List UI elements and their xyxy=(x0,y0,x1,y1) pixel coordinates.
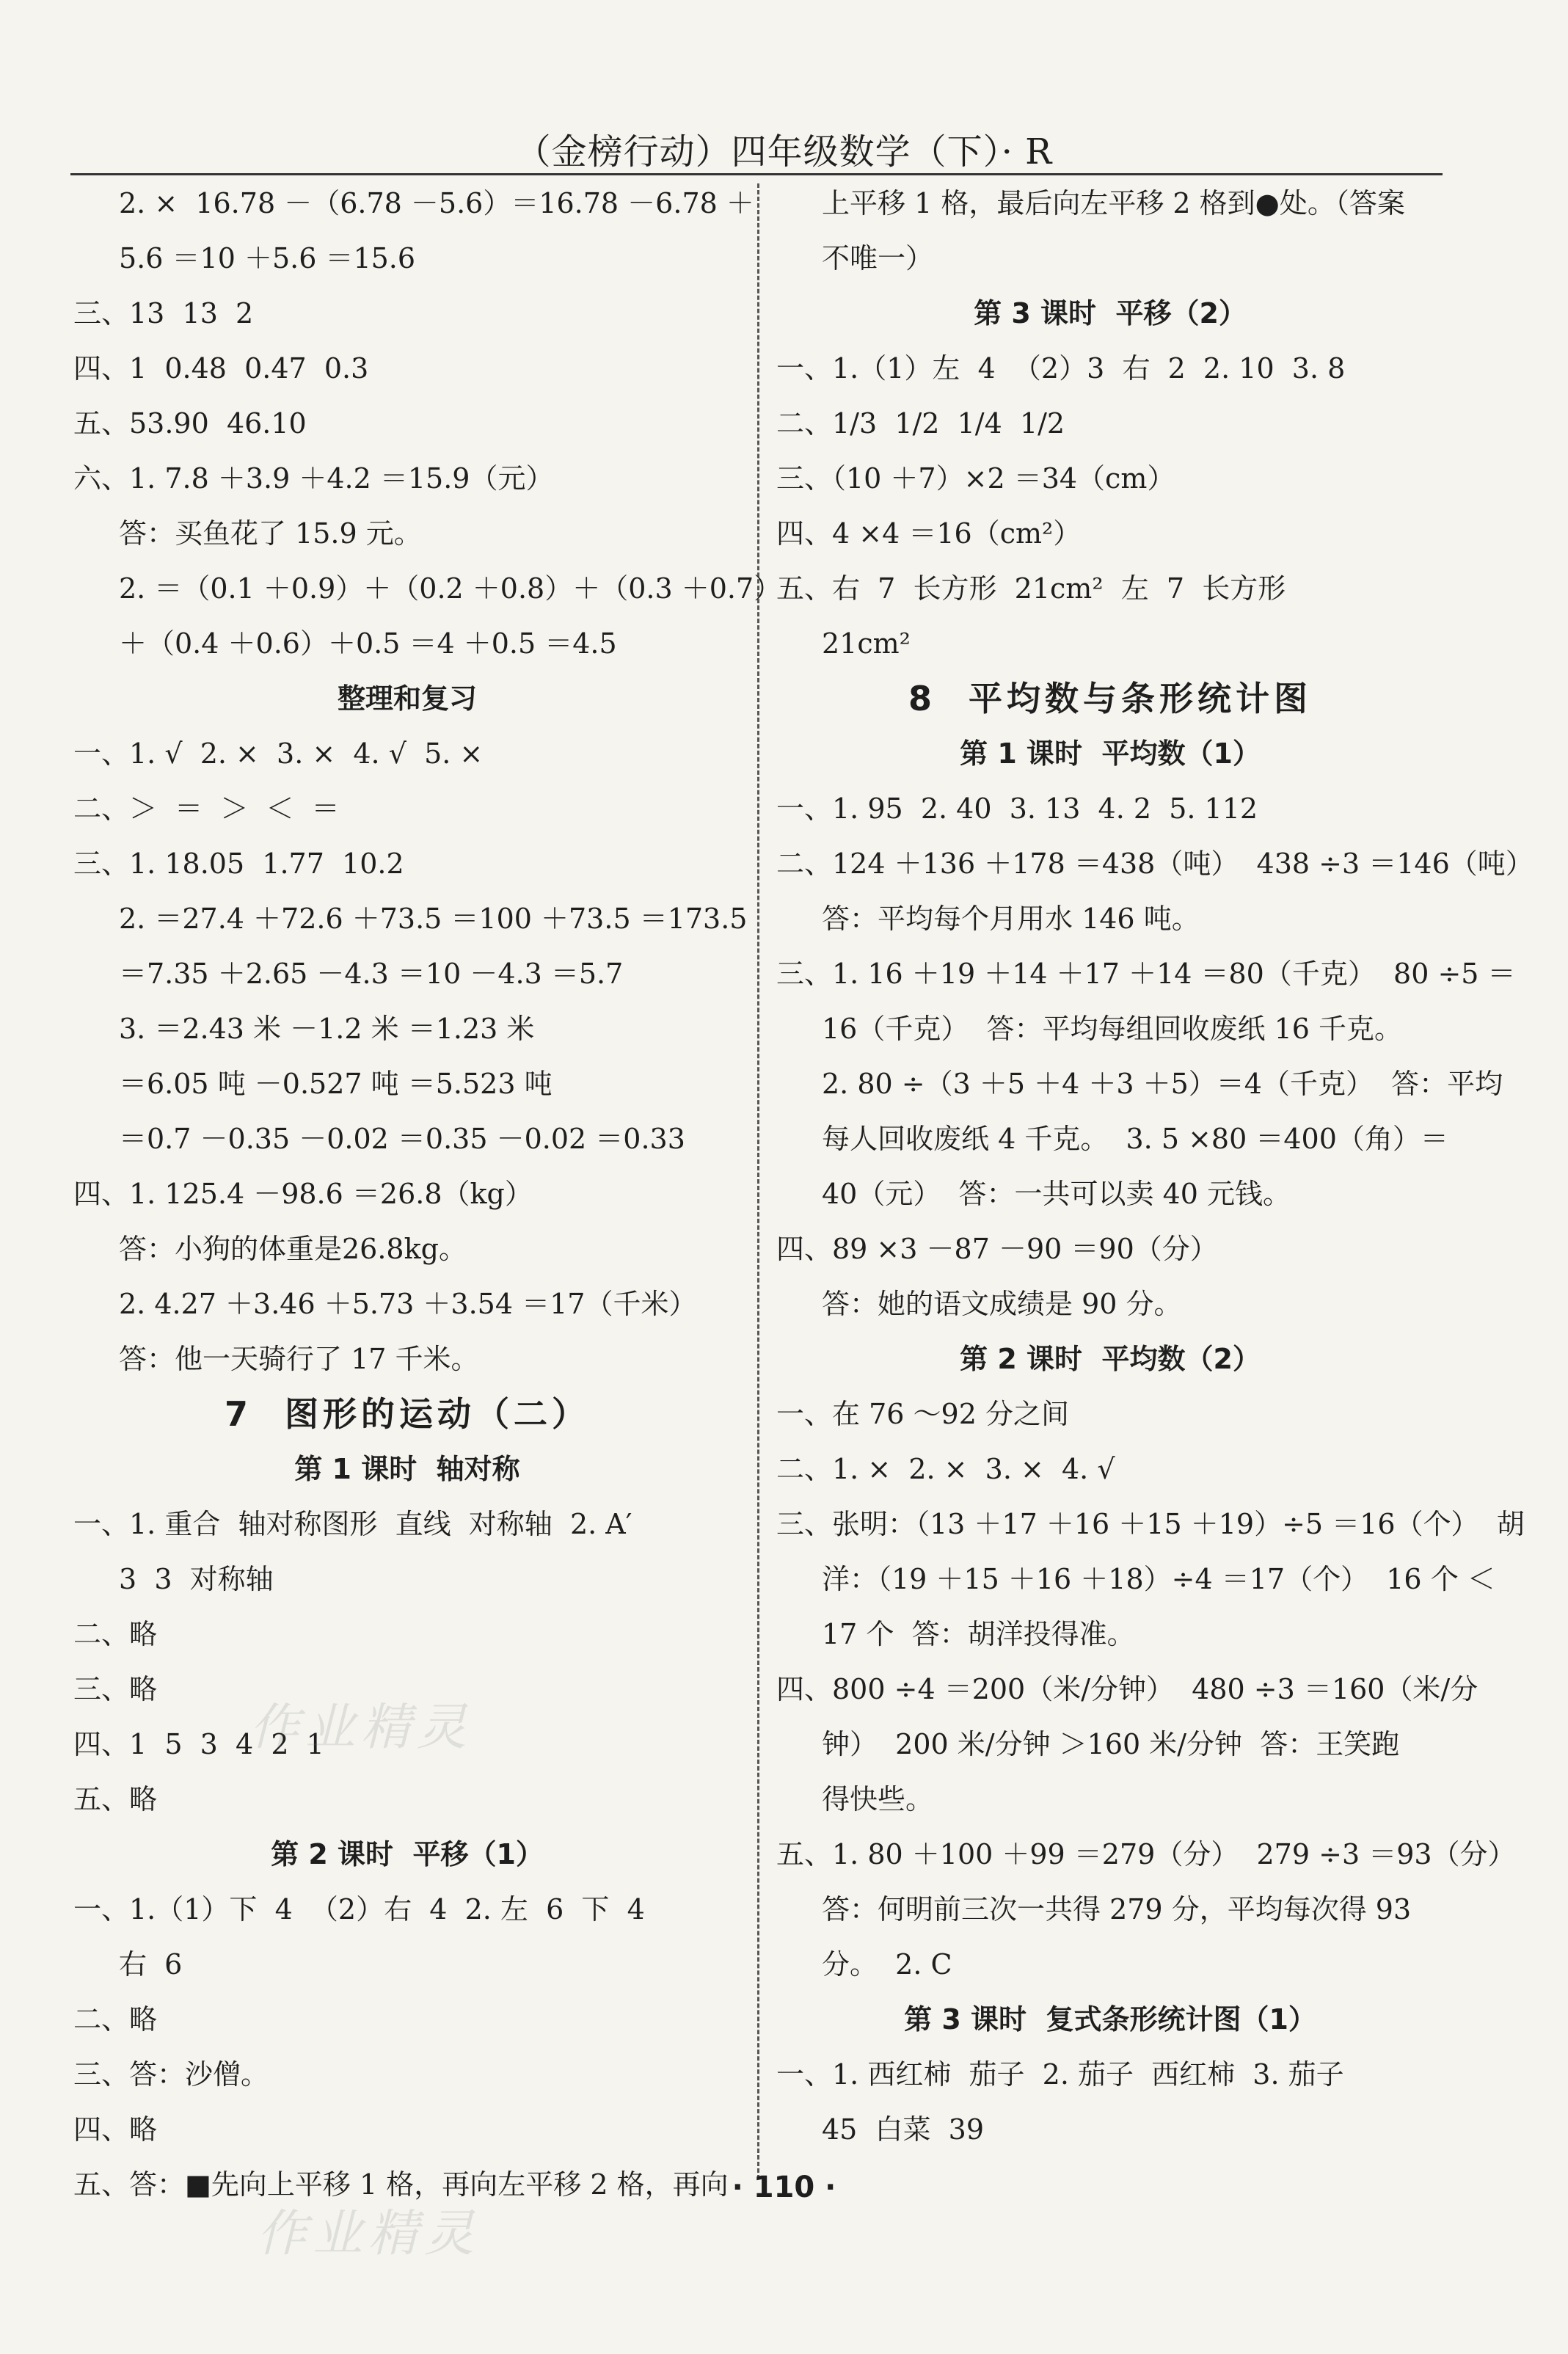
page-header-title: （金榜行动）四年级数学（下）· R xyxy=(515,131,1053,172)
answer-line: 右 6 xyxy=(119,1948,183,1981)
answer-line: 一、在 76 ～92 分之间 xyxy=(776,1398,1069,1430)
answer-line: 一、1. 重合 轴对称图形 直线 对称轴 2. A′ xyxy=(73,1508,632,1540)
answer-line: 三、13 13 2 xyxy=(73,297,254,329)
left-column xyxy=(73,176,782,2212)
section-heading: 第 3 课时 平移（2） xyxy=(974,297,1247,329)
answer-line: 2. × 16.78 －（6.78 －5.6）＝16.78 －6.78 ＋ xyxy=(119,187,754,219)
answer-line: 二、＞ ＝ ＞ ＜ ＝ xyxy=(73,792,340,825)
answer-line: 一、1. 西红柿 茄子 2. 茄子 西红柿 3. 茄子 xyxy=(776,2058,1344,2091)
answer-line: 每人回收废纸 4 千克。 3. 5 ×80 ＝400（角）＝ xyxy=(822,1123,1448,1155)
answer-line: 四、4 ×4 ＝16（cm²） xyxy=(776,517,1082,550)
answer-line: ＋（0.4 ＋0.6）＋0.5 ＝4 ＋0.5 ＝4.5 xyxy=(119,627,617,660)
answer-line: 17 个 答：胡洋投得准。 xyxy=(822,1618,1135,1650)
answer-line: 分。 2. C xyxy=(822,1948,952,1981)
answer-line: 二、略 xyxy=(73,1618,158,1650)
answer-line: 三、1. 18.05 1.77 10.2 xyxy=(73,848,404,880)
answer-line: 答：她的语文成绩是 90 分。 xyxy=(822,1288,1182,1320)
answer-line: 二、124 ＋136 ＋178 ＝438（吨） 438 ÷3 ＝146（吨） xyxy=(776,848,1534,880)
answer-line: 三、1. 16 ＋19 ＋14 ＋17 ＋14 ＝80（千克） 80 ÷5 ＝ xyxy=(776,958,1516,990)
section-heading: 第 1 课时 轴对称 xyxy=(294,1453,520,1485)
answer-line: 上平移 1 格，最后向左平移 2 格到●处。（答案 xyxy=(822,187,1405,219)
answer-line: 五、答：■先向上平移 1 格，再向左平移 2 格，再向 xyxy=(73,2168,729,2201)
answer-line: 一、1.（1）左 4 （2）3 右 2 2. 10 3. 8 xyxy=(776,352,1346,385)
answer-line: 一、1.（1）下 4 （2）右 4 2. 左 6 下 4 xyxy=(73,1893,645,1925)
section-heading: 第 2 课时 平均数（2） xyxy=(960,1343,1261,1375)
answer-line: ＝0.7 －0.35 －0.02 ＝0.35 －0.02 ＝0.33 xyxy=(119,1123,685,1155)
answer-line: 五、右 7 长方形 21cm² 左 7 长方形 xyxy=(776,572,1286,605)
section-heading: 第 3 课时 复式条形统计图（1） xyxy=(904,2003,1316,2036)
answer-line: 三、略 xyxy=(73,1673,158,1705)
answer-line: 二、1. × 2. × 3. × 4. √ xyxy=(776,1453,1115,1485)
answer-line: 答：买鱼花了 15.9 元。 xyxy=(119,517,422,550)
answer-line: 二、略 xyxy=(73,2003,158,2036)
answer-line: 3. ＝2.43 米 －1.2 米 ＝1.23 米 xyxy=(119,1013,535,1045)
answer-line: 三、（10 ＋7）×2 ＝34（cm） xyxy=(776,462,1175,495)
answer-line: 16（千克） 答：平均每组回收废纸 16 千克。 xyxy=(822,1013,1403,1045)
watermark: 作业精灵 xyxy=(249,1699,473,1757)
answer-line: 2. ＝（0.1 ＋0.9）＋（0.2 ＋0.8）＋（0.3 ＋0.7） xyxy=(119,572,782,605)
answer-line: 四、1. 125.4 －98.6 ＝26.8（kg） xyxy=(73,1178,533,1210)
right-column xyxy=(776,176,1534,2157)
answer-line: 四、略 xyxy=(73,2113,158,2146)
answer-line: 答：他一天骑行了 17 千米。 xyxy=(119,1343,479,1375)
answer-line: 四、800 ÷4 ＝200（米/分钟） 480 ÷3 ＝160（米/分 xyxy=(776,1673,1478,1705)
answer-line: 三、张明：（13 ＋17 ＋16 ＋15 ＋19）÷5 ＝16（个） 胡 xyxy=(776,1508,1525,1540)
answer-line: 三、答：沙僧。 xyxy=(73,2058,269,2091)
answer-line: ＝7.35 ＋2.65 －4.3 ＝10 －4.3 ＝5.7 xyxy=(119,958,624,990)
answer-line: 答：何明前三次一共得 279 分，平均每次得 93 xyxy=(822,1893,1412,1925)
answer-line: 2. 80 ÷（3 ＋5 ＋4 ＋3 ＋5）＝4（千克） 答：平均 xyxy=(822,1068,1503,1100)
answer-line: 钟） 200 米/分钟 ＞160 米/分钟 答：王笑跑 xyxy=(822,1728,1400,1760)
answer-line: 一、1. √ 2. × 3. × 4. √ 5. × xyxy=(73,737,484,770)
answer-line: 45 白菜 39 xyxy=(822,2113,985,2146)
answer-line: 五、53.90 46.10 xyxy=(73,407,307,440)
answer-line: 洋：（19 ＋15 ＋16 ＋18）÷4 ＝17（个） 16 个 ＜ xyxy=(822,1563,1495,1595)
answer-line: 四、1 5 3 4 2 1 xyxy=(73,1728,324,1760)
answer-line: 3 3 对称轴 xyxy=(119,1563,274,1595)
column-divider xyxy=(757,183,759,2179)
answer-line: 答：平均每个月用水 146 吨。 xyxy=(822,903,1200,935)
answer-line: 五、略 xyxy=(73,1783,158,1815)
chapter-title: 7 图形的运动（二） xyxy=(224,1394,591,1434)
answer-line: 5.6 ＝10 ＋5.6 ＝15.6 xyxy=(119,242,416,274)
answer-line: 一、1. 95 2. 40 3. 13 4. 2 5. 112 xyxy=(776,792,1258,825)
answer-line: 六、1. 7.8 ＋3.9 ＋4.2 ＝15.9（元） xyxy=(73,462,554,495)
answer-line: 不唯一） xyxy=(822,242,934,274)
answer-line: 二、1/3 1/2 1/4 1/2 xyxy=(776,407,1065,440)
answer-line: 答：小狗的体重是26.8kg。 xyxy=(119,1233,467,1265)
watermark: 作业精灵 xyxy=(257,2205,481,2263)
answer-line: 五、1. 80 ＋100 ＋99 ＝279（分） 279 ÷3 ＝93（分） xyxy=(776,1838,1516,1870)
answer-line: 四、1 0.48 0.47 0.3 xyxy=(73,352,369,385)
answer-line: 2. ＝27.4 ＋72.6 ＋73.5 ＝100 ＋73.5 ＝173.5 xyxy=(119,903,748,935)
section-heading: 第 1 课时 平均数（1） xyxy=(960,737,1261,770)
answer-line: 得快些。 xyxy=(822,1783,934,1815)
answer-line: 2. 4.27 ＋3.46 ＋5.73 ＋3.54 ＝17（千米） xyxy=(119,1288,697,1320)
section-heading: 第 2 课时 平移（1） xyxy=(271,1838,544,1870)
answer-line: 四、89 ×3 －87 －90 ＝90（分） xyxy=(776,1233,1218,1265)
chapter-title: 8 平均数与条形统计图 xyxy=(908,679,1313,718)
header-rule xyxy=(70,173,1443,175)
answer-line: ＝6.05 吨 －0.527 吨 ＝5.523 吨 xyxy=(119,1068,553,1100)
answer-line: 21cm² xyxy=(822,627,911,660)
section-heading: 整理和复习 xyxy=(337,682,477,715)
answer-line: 40（元） 答：一共可以卖 40 元钱。 xyxy=(822,1178,1291,1210)
page-number: · 110 · xyxy=(732,2171,836,2204)
